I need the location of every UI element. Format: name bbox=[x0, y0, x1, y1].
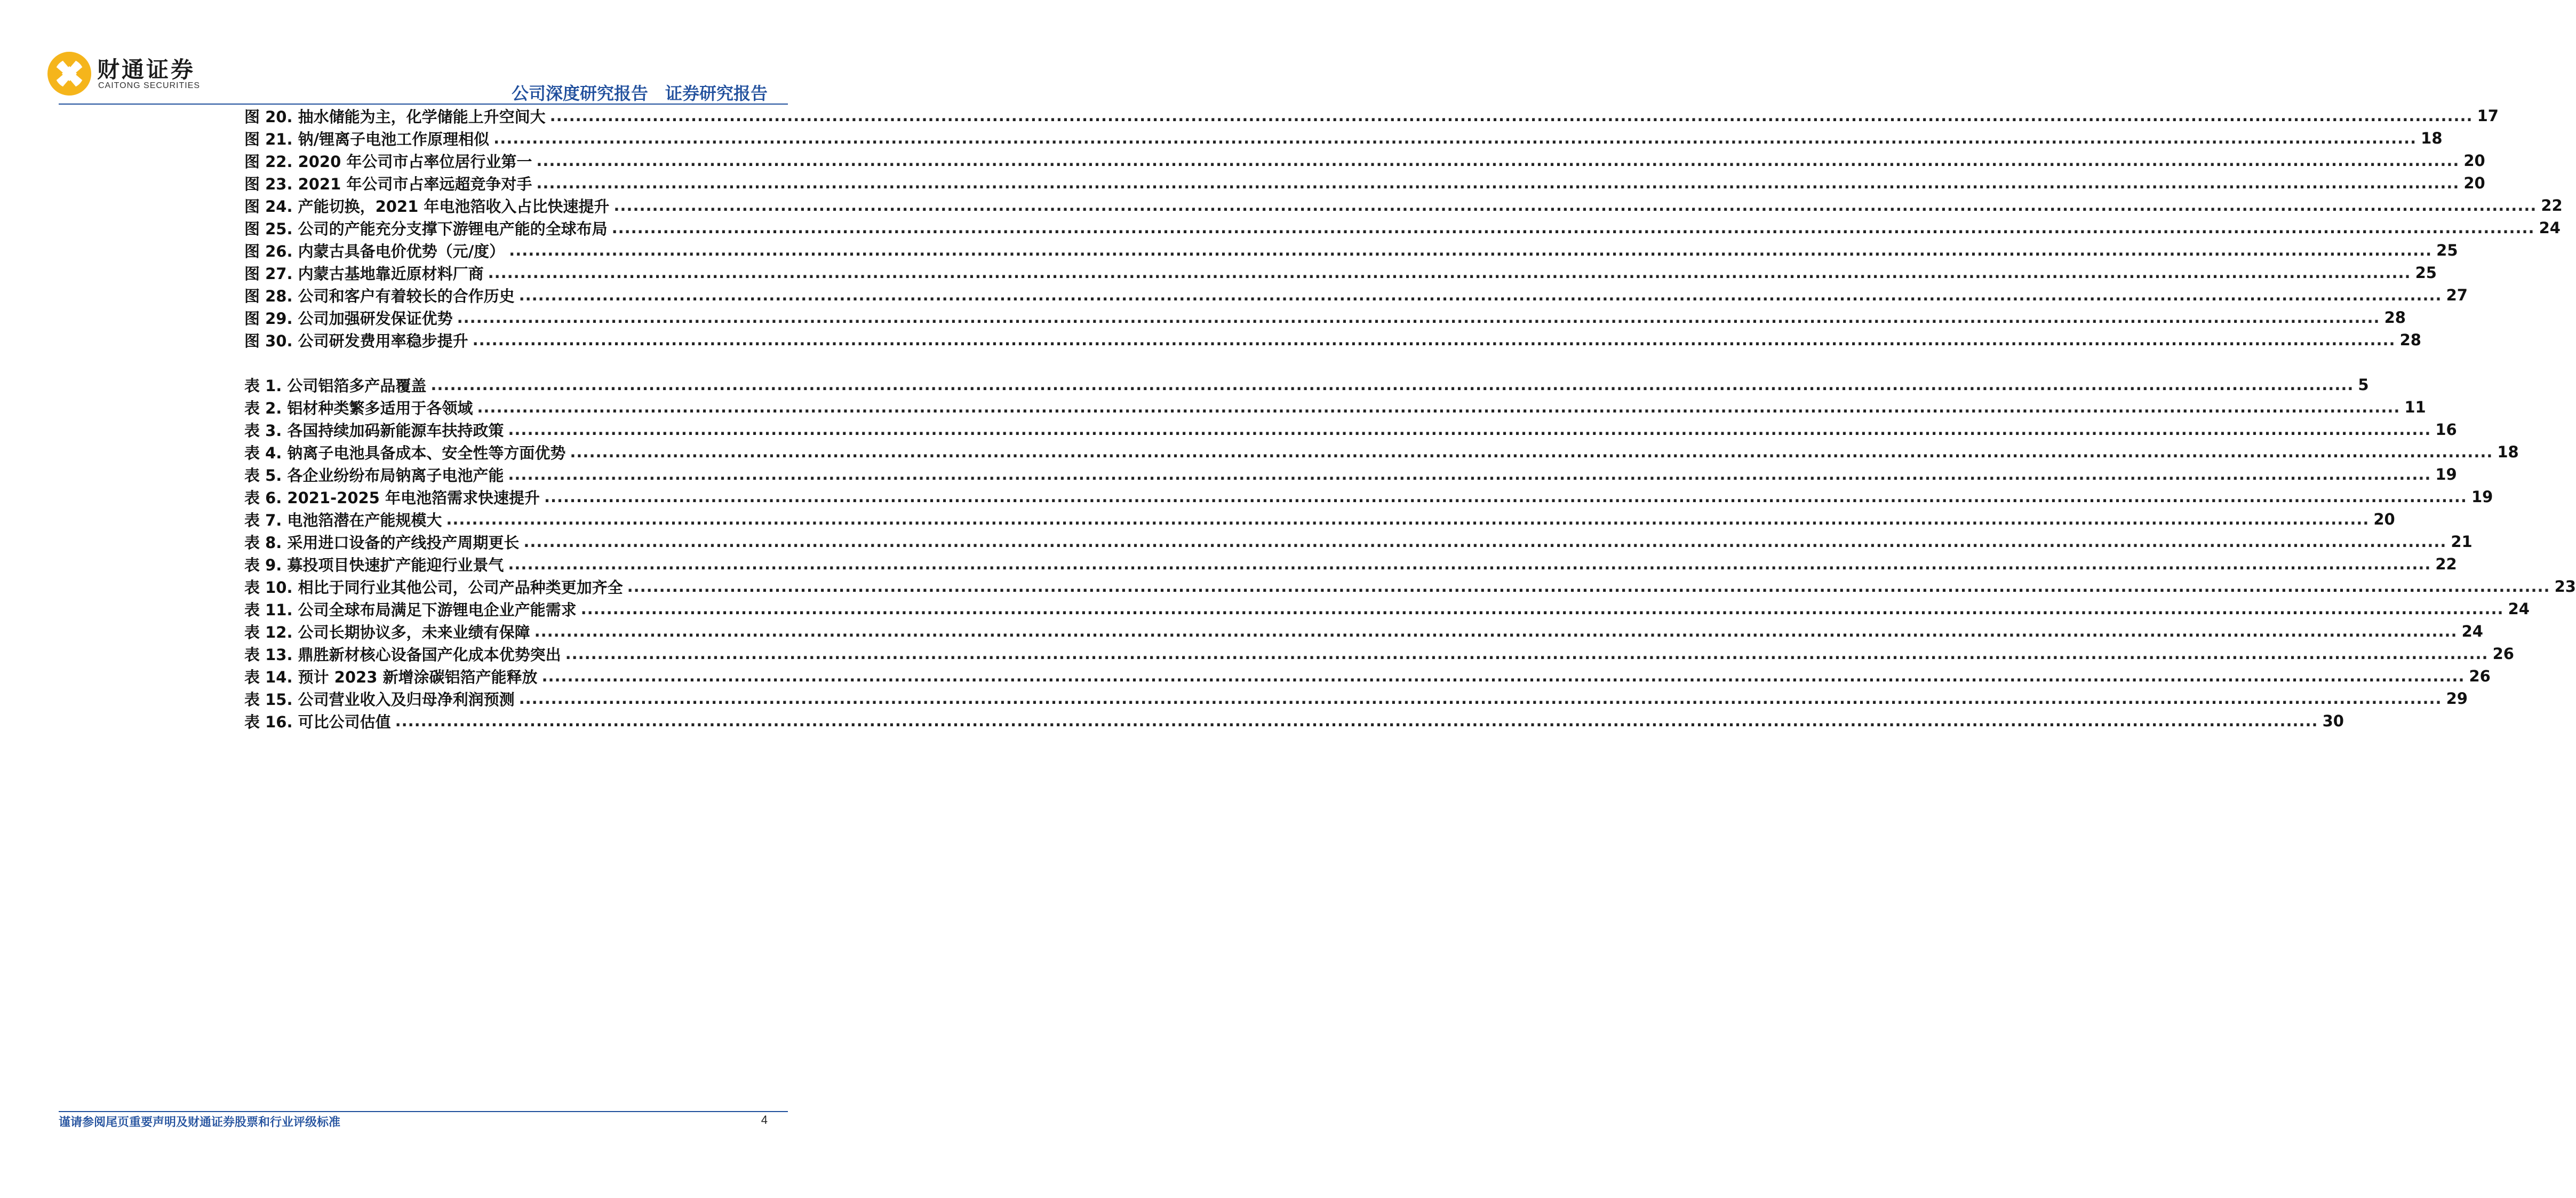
toc-entry-page: 23 bbox=[2554, 577, 2576, 596]
toc-leader: ............................................................................................................................................................................................................................................................................................................ bbox=[508, 555, 2431, 573]
toc-entry-title: 图 28. 公司和客户有着较长的合作历史 bbox=[244, 287, 515, 305]
toc-entry-page: 19 bbox=[2471, 488, 2493, 506]
toc-entry-title: 图 29. 公司加强研发保证优势 bbox=[244, 309, 453, 328]
toc-entry-page: 22 bbox=[2435, 555, 2457, 573]
toc-entry[interactable] bbox=[244, 306, 2406, 329]
caitong-logo bbox=[45, 49, 216, 100]
toc-leader: ............................................................................................................................................................................................................................................................................................................ bbox=[627, 577, 2550, 596]
toc-entry-page: 20 bbox=[2373, 510, 2395, 528]
toc-entry[interactable] bbox=[244, 261, 2437, 284]
toc-entry[interactable] bbox=[244, 710, 2344, 732]
toc-entry-title: 图 24. 产能切换，2021 年电池箔收入占比快速提升 bbox=[244, 197, 610, 216]
toc-entry-page: 18 bbox=[2421, 129, 2443, 147]
toc-entry-title: 图 23. 2021 年公司市占率远超竞争对手 bbox=[244, 174, 532, 193]
brand-name-en: CAITONG SECURITIES bbox=[98, 81, 201, 90]
toc-entry[interactable] bbox=[244, 239, 2458, 261]
toc-leader: ............................................................................................................................................................................................................................................................................................................ bbox=[508, 421, 2431, 439]
toc-entry-title: 表 5. 各企业纷纷布局钠离子电池产能 bbox=[244, 466, 504, 485]
toc-entry[interactable] bbox=[244, 396, 2426, 418]
table-list bbox=[244, 374, 2576, 732]
toc-leader: ............................................................................................................................................................................................................................................................................................................ bbox=[536, 174, 2460, 192]
toc-entry[interactable] bbox=[244, 665, 2491, 687]
toc-entry[interactable] bbox=[244, 598, 2530, 620]
toc-entry[interactable] bbox=[244, 217, 2561, 239]
toc-entry[interactable] bbox=[244, 620, 2483, 642]
toc-entry[interactable] bbox=[244, 172, 2485, 194]
toc-entry-page: 28 bbox=[2399, 331, 2421, 349]
toc-entry-page: 26 bbox=[2469, 667, 2491, 685]
toc-entry-page: 20 bbox=[2463, 174, 2485, 192]
toc-entry[interactable] bbox=[244, 553, 2457, 575]
toc-entry[interactable] bbox=[244, 418, 2457, 441]
toc-leader: ............................................................................................................................................................................................................................................................................................................ bbox=[580, 600, 2504, 618]
toc-entry-page: 18 bbox=[2497, 443, 2519, 461]
toc-entry[interactable] bbox=[244, 329, 2421, 351]
footer-disclaimer: 谨请参阅尾页重要声明及财通证券股票和行业评级标准 bbox=[59, 1116, 341, 1129]
page-number: 4 bbox=[761, 1113, 768, 1126]
toc-entry-page: 21 bbox=[2451, 533, 2473, 551]
toc-entry-page: 19 bbox=[2435, 465, 2457, 483]
toc-entry-title: 表 4. 钠离子电池具备成本、安全性等方面优势 bbox=[244, 443, 566, 462]
toc-entry-page: 28 bbox=[2384, 308, 2406, 327]
toc-leader: ............................................................................................................................................................................................................................................................................................................ bbox=[457, 308, 2380, 327]
toc-entry[interactable] bbox=[244, 642, 2514, 665]
toc-entry-page: 29 bbox=[2446, 689, 2468, 708]
toc-entry[interactable] bbox=[244, 194, 2563, 217]
toc-leader: ............................................................................................................................................................................................................................................................................................................ bbox=[446, 510, 2370, 528]
toc-leader: ............................................................................................................................................................................................................................................................................................................ bbox=[395, 712, 2318, 730]
figure-list bbox=[244, 105, 2563, 351]
toc-entry-page: 17 bbox=[2477, 107, 2499, 125]
toc-entry-title: 图 26. 内蒙古具备电价优势（元/度） bbox=[244, 242, 505, 260]
toc-entry[interactable] bbox=[244, 687, 2468, 710]
toc-entry-title: 表 8. 采用进口设备的产线投产周期更长 bbox=[244, 533, 520, 552]
toc-leader: ............................................................................................................................................................................................................................................................................................................ bbox=[509, 241, 2433, 259]
toc-entry-title: 图 25. 公司的产能充分支撑下游锂电产能的全球布局 bbox=[244, 219, 608, 238]
toc-entry-title: 表 12. 公司长期协议多，未来业绩有保障 bbox=[244, 623, 530, 641]
toc-entry-title: 表 2. 铝材种类繁多适用于各领域 bbox=[244, 399, 473, 417]
toc-entry-page: 11 bbox=[2404, 398, 2426, 416]
toc-entry-page: 30 bbox=[2322, 712, 2344, 730]
toc-entry-page: 16 bbox=[2435, 421, 2457, 439]
toc-entry[interactable] bbox=[244, 463, 2457, 486]
toc-leader: ............................................................................................................................................................................................................................................................................................................ bbox=[534, 622, 2458, 640]
toc-entry-title: 图 22. 2020 年公司市占率位居行业第一 bbox=[244, 152, 532, 171]
toc-entry-title: 表 15. 公司营业收入及归母净利润预测 bbox=[244, 690, 515, 709]
toc-entry[interactable] bbox=[244, 284, 2468, 306]
caitong-logo-icon bbox=[45, 49, 94, 98]
toc-entry-title: 表 10. 相比于同行业其他公司，公司产品种类更加齐全 bbox=[244, 578, 623, 597]
toc-entry-page: 5 bbox=[2358, 376, 2369, 394]
toc-entry-title: 图 21. 钠/锂离子电池工作原理相似 bbox=[244, 130, 490, 148]
toc-entry-page: 22 bbox=[2541, 196, 2563, 215]
toc-entry-page: 24 bbox=[2508, 600, 2530, 618]
toc-leader: ............................................................................................................................................................................................................................................................................................................ bbox=[536, 152, 2460, 170]
toc-entry-page: 26 bbox=[2492, 645, 2514, 663]
toc-entry-title: 表 9. 募投项目快速扩产能迎行业景气 bbox=[244, 556, 504, 574]
toc-entry[interactable] bbox=[244, 441, 2519, 463]
toc-entry-title: 表 3. 各国持续加码新能源车扶持政策 bbox=[244, 421, 504, 440]
report-class: 证券研究报告 bbox=[665, 83, 768, 104]
toc-entry-title: 图 30. 公司研发费用率稳步提升 bbox=[244, 331, 468, 350]
toc-leader: ............................................................................................................................................................................................................................................................................................................ bbox=[430, 376, 2354, 394]
toc-leader: ............................................................................................................................................................................................................................................................................................................ bbox=[570, 443, 2493, 461]
toc-leader: ............................................................................................................................................................................................................................................................................................................ bbox=[477, 398, 2400, 416]
toc-entry[interactable] bbox=[244, 486, 2493, 508]
toc-entry[interactable] bbox=[244, 508, 2395, 530]
toc-entry[interactable] bbox=[244, 530, 2473, 553]
toc-leader: ............................................................................................................................................................................................................................................................................................................ bbox=[508, 465, 2431, 483]
toc-leader: ............................................................................................................................................................................................................................................................................................................ bbox=[519, 689, 2442, 708]
toc-entry[interactable] bbox=[244, 374, 2369, 396]
toc-entry-title: 表 1. 公司铝箔多产品覆盖 bbox=[244, 376, 427, 395]
report-type: 公司深度研究报告 bbox=[511, 83, 648, 104]
toc-entry-title: 图 27. 内蒙古基地靠近原材料厂商 bbox=[244, 264, 484, 283]
toc-entry-title: 图 20. 抽水储能为主，化学储能上升空间大 bbox=[244, 107, 546, 126]
toc-leader: ............................................................................................................................................................................................................................................................................................................ bbox=[565, 645, 2489, 663]
toc-entry-title: 表 14. 预计 2023 新增涂碳铝箔产能释放 bbox=[244, 668, 538, 686]
toc-entry[interactable] bbox=[244, 575, 2576, 598]
toc-entry-title: 表 16. 可比公司估值 bbox=[244, 712, 391, 731]
toc-leader: ............................................................................................................................................................................................................................................................................................................ bbox=[519, 286, 2442, 304]
toc-leader: ............................................................................................................................................................................................................................................................................................................ bbox=[613, 196, 2537, 215]
toc-entry-page: 25 bbox=[2436, 241, 2458, 259]
toc-entry[interactable] bbox=[244, 127, 2443, 149]
report-header bbox=[512, 80, 768, 105]
toc-leader: ............................................................................................................................................................................................................................................................................................................ bbox=[611, 219, 2535, 237]
toc-leader: ............................................................................................................................................................................................................................................................................................................ bbox=[493, 129, 2417, 147]
brand-name-cn: 财通证券 bbox=[97, 57, 196, 83]
toc-leader: ............................................................................................................................................................................................................................................................................................................ bbox=[541, 667, 2465, 685]
toc-entry-page: 25 bbox=[2415, 264, 2437, 282]
footer-divider bbox=[59, 1111, 788, 1112]
toc-leader: ............................................................................................................................................................................................................................................................................................................ bbox=[488, 264, 2411, 282]
toc-entry-title: 表 7. 电池箔潜在产能规模大 bbox=[244, 511, 442, 529]
toc-entry-title: 表 13. 鼎胜新材核心设备国产化成本优势突出 bbox=[244, 645, 561, 664]
toc-entry-page: 27 bbox=[2446, 286, 2468, 304]
toc-entry-page: 20 bbox=[2463, 152, 2485, 170]
toc-entry[interactable] bbox=[244, 105, 2499, 127]
toc-leader: ............................................................................................................................................................................................................................................................................................................ bbox=[523, 533, 2447, 551]
toc-entry[interactable] bbox=[244, 149, 2485, 172]
toc-entry-title: 表 6. 2021-2025 年电池箔需求快速提升 bbox=[244, 488, 540, 507]
toc-leader: ............................................................................................................................................................................................................................................................................................................ bbox=[472, 331, 2396, 349]
toc-leader: ............................................................................................................................................................................................................................................................................................................ bbox=[544, 488, 2467, 506]
toc-leader: ............................................................................................................................................................................................................................................................................................................ bbox=[549, 107, 2473, 125]
toc-entry-page: 24 bbox=[2461, 622, 2483, 640]
toc-entry-title: 表 11. 公司全球布局满足下游锂电企业产能需求 bbox=[244, 600, 577, 619]
toc-entry-page: 24 bbox=[2539, 219, 2561, 237]
